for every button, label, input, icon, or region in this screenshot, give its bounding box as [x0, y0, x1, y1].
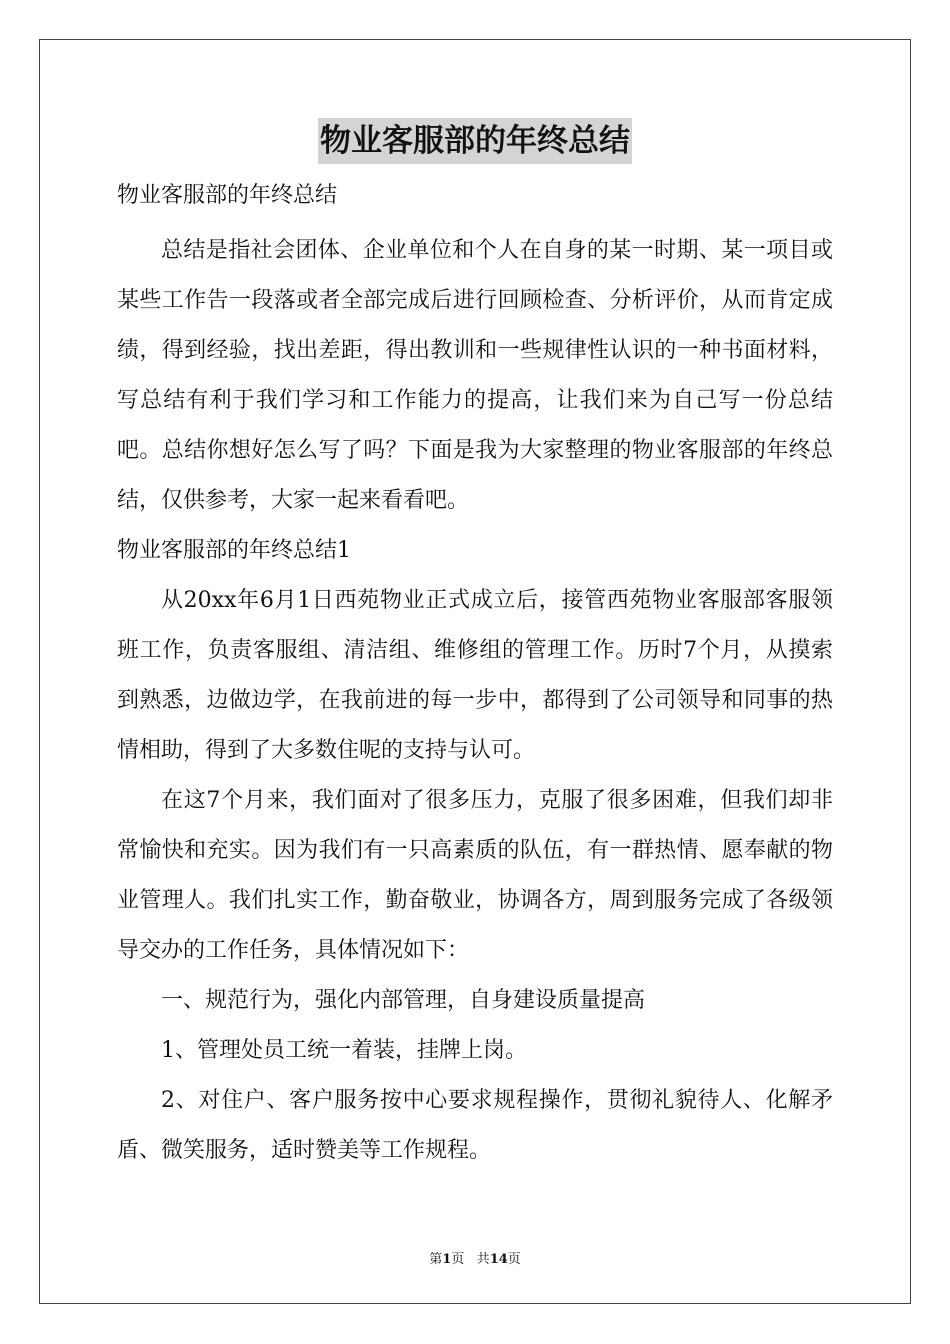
page-suffix: 页 [451, 1252, 465, 1267]
paragraph: 一、规范行为，强化内部管理，自身建设质量提高 [161, 988, 646, 1013]
page-footer [0, 1248, 950, 1267]
document-title: 物业客服部的年终总结 [318, 118, 632, 164]
page-prefix: 第 [429, 1252, 443, 1267]
page-number: 1 [442, 1252, 452, 1267]
paragraph: 1、管理处员工统一着装，挂牌上岗。 [161, 1038, 527, 1063]
paragraph: 从20xx年6月1日西苑物业正式成立后，接管西苑物业客服部客服领班工作，负责客服组、清洁组、维修组的管理工作。历时7个月，从摸索到熟悉，边做边学，在我前进的每一步中，都得到了公司领导和同事的热情相助，得到了大多数住呢的支持与认可。 [117, 588, 833, 763]
section-heading: 物业客服部的年终总结1 [117, 538, 351, 563]
paragraph: 2、对住户、客户服务按中心要求规程操作，贯彻礼貌待人、化解矛盾、微笑服务，适时赞美等工作规程。 [117, 1088, 833, 1163]
document-body [117, 118, 833, 1176]
document-subtitle: 物业客服部的年终总结 [117, 183, 338, 208]
total-prefix: 共 [476, 1252, 490, 1267]
paragraph: 在这7个月来，我们面对了很多压力，克服了很多困难，但我们却非常愉快和充实。因为我们有一只高素质的队伍，有一群热情、愿奉献的物业管理人。我们扎实工作，勤奋敬业，协调各方，周到服务完成了各级领导交办的工作任务，具体情况如下： [117, 788, 833, 963]
total-suffix: 页 [507, 1252, 521, 1267]
title-wrap [117, 118, 833, 164]
intro-paragraph: 总结是指社会团体、企业单位和个人在自身的某一时期、某一项目或某些工作告一段落或者全部完成后进行回顾检查、分析评价，从而肯定成绩，得到经验，找出差距，得出教训和一些规律性认识的一种书面材料，写总结有利于我们学习和工作能力的提高，让我们来为自己写一份总结吧。总结你想好怎么写了吗？下面是我为大家整理的物业客服部的年终总结，仅供参考，大家一起来看看吧。 [117, 238, 833, 513]
total-pages: 14 [489, 1252, 508, 1267]
